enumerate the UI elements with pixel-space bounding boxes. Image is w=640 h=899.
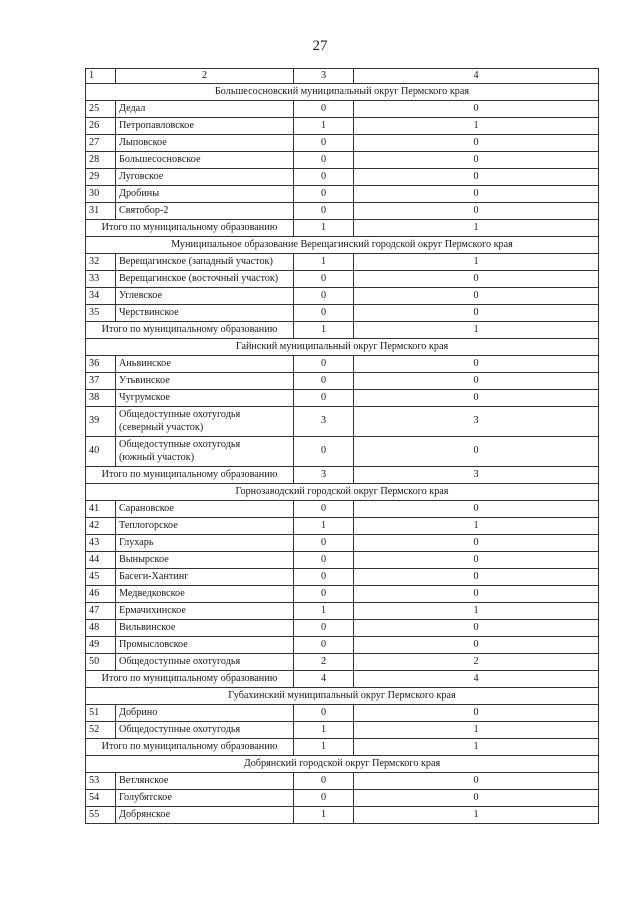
col-3-value: 0 [294,271,354,288]
hunting-grounds-table [85,68,599,824]
table-row [86,569,599,586]
ground-name: Вынырское [116,552,294,569]
col-4-value: 0 [354,305,599,322]
col-3-value: 1 [294,807,354,824]
col-4-value: 0 [354,552,599,569]
col-4-value: 0 [354,356,599,373]
col-3-value: 0 [294,101,354,118]
table-row [86,169,599,186]
col-3-value: 1 [294,254,354,271]
ground-name-line-2: (южный участок) [119,451,195,463]
district-header-row [86,756,599,773]
row-number: 54 [86,790,116,807]
table-row [86,203,599,220]
district-header-row [86,484,599,501]
row-number: 43 [86,535,116,552]
total-col-4-value: 3 [354,467,599,484]
total-col-3-value: 1 [294,739,354,756]
row-number: 40 [86,437,116,467]
total-label: Итого по муниципальному образованию [86,467,294,484]
table-row [86,518,599,535]
row-number: 33 [86,271,116,288]
col-3-value: 1 [294,722,354,739]
col-4-value: 1 [354,118,599,135]
table-row [86,620,599,637]
col-3-value: 1 [294,118,354,135]
total-row [86,322,599,339]
col-3-value: 2 [294,654,354,671]
ground-name: Теплогорское [116,518,294,535]
table-row [86,373,599,390]
col-4-value: 1 [354,254,599,271]
col-4-value: 0 [354,437,599,467]
ground-name: Чугрумское [116,390,294,407]
col-3-value: 0 [294,620,354,637]
col-4-value: 0 [354,186,599,203]
header-col-1: 1 [86,69,116,84]
col-3-value: 0 [294,305,354,322]
ground-name: Аньвинское [116,356,294,373]
table-row [86,152,599,169]
col-4-value: 0 [354,288,599,305]
ground-name: Басеги-Хантинг [116,569,294,586]
col-4-value: 0 [354,135,599,152]
col-3-value: 3 [294,407,354,437]
table-row [86,254,599,271]
table-row [86,535,599,552]
col-4-value: 3 [354,407,599,437]
row-number: 31 [86,203,116,220]
total-label: Итого по муниципальному образованию [86,220,294,237]
row-number: 47 [86,603,116,620]
table-row [86,637,599,654]
total-label: Итого по муниципальному образованию [86,671,294,688]
col-4-value: 0 [354,773,599,790]
row-number: 53 [86,773,116,790]
row-number: 46 [86,586,116,603]
ground-name: Ермачихинское [116,603,294,620]
col-4-value: 0 [354,373,599,390]
table-row [86,305,599,322]
ground-name: Вильвинское [116,620,294,637]
col-3-value: 0 [294,586,354,603]
header-col-2: 2 [116,69,294,84]
district-title: Муниципальное образование Верещагинский городской округ Пермского края [86,237,599,254]
row-number: 49 [86,637,116,654]
col-4-value: 0 [354,152,599,169]
col-4-value: 0 [354,535,599,552]
ground-name: Добрино [116,705,294,722]
col-3-value: 0 [294,373,354,390]
total-row [86,739,599,756]
table-row [86,807,599,824]
col-3-value: 0 [294,705,354,722]
page-number: 27 [312,38,328,54]
col-3-value: 0 [294,135,354,152]
ground-name: Медведковское [116,586,294,603]
total-label: Итого по муниципальному образованию [86,322,294,339]
col-4-value: 0 [354,637,599,654]
district-title: Большесосновский муниципальный округ Пермского края [86,84,599,101]
row-number: 30 [86,186,116,203]
total-row [86,467,599,484]
col-3-value: 0 [294,169,354,186]
ground-name: Промысловское [116,637,294,654]
col-3-value: 0 [294,288,354,305]
col-4-value: 0 [354,705,599,722]
table-body [86,69,599,824]
row-number: 55 [86,807,116,824]
ground-name: Утьвинское [116,373,294,390]
ground-name: Сарановское [116,501,294,518]
table-row [86,288,599,305]
ground-name: Дробины [116,186,294,203]
ground-name: Углевское [116,288,294,305]
col-4-value: 1 [354,722,599,739]
total-row [86,220,599,237]
table-row [86,586,599,603]
row-number: 48 [86,620,116,637]
ground-name: Святобор-2 [116,203,294,220]
col-4-value: 1 [354,807,599,824]
table-row [86,722,599,739]
row-number: 34 [86,288,116,305]
col-4-value: 0 [354,586,599,603]
table-row [86,790,599,807]
total-col-3-value: 1 [294,322,354,339]
ground-name: Добрянское [116,807,294,824]
row-number: 45 [86,569,116,586]
row-number: 26 [86,118,116,135]
district-title: Гайнский муниципальный округ Пермского края [86,339,599,356]
row-number: 50 [86,654,116,671]
table-row [86,773,599,790]
col-3-value: 0 [294,637,354,654]
col-3-value: 0 [294,552,354,569]
col-4-value: 0 [354,101,599,118]
col-4-value: 2 [354,654,599,671]
header-col-3: 3 [294,69,354,84]
row-number: 29 [86,169,116,186]
col-3-value: 0 [294,535,354,552]
row-number: 37 [86,373,116,390]
row-number: 51 [86,705,116,722]
col-3-value: 0 [294,501,354,518]
total-col-4-value: 1 [354,322,599,339]
ground-name: Общедоступные охотугодья [116,654,294,671]
col-3-value: 0 [294,186,354,203]
col-3-value: 1 [294,603,354,620]
row-number: 32 [86,254,116,271]
district-title: Губахинский муниципальный округ Пермского края [86,688,599,705]
district-header-row [86,84,599,101]
table-row [86,552,599,569]
total-col-4-value: 4 [354,671,599,688]
table-header-row [86,69,599,84]
ground-name: Голубятское [116,790,294,807]
col-4-value: 0 [354,203,599,220]
table-row [86,603,599,620]
ground-name [116,407,294,437]
table-row [86,135,599,152]
col-3-value: 0 [294,790,354,807]
col-4-value: 1 [354,603,599,620]
table-row [86,118,599,135]
col-4-value: 0 [354,620,599,637]
table-row [86,501,599,518]
col-4-value: 1 [354,518,599,535]
col-4-value: 0 [354,501,599,518]
ground-name-line-1: Общедоступные охотугодья [119,439,241,451]
district-title: Горнозаводский городской округ Пермского края [86,484,599,501]
total-col-3-value: 3 [294,467,354,484]
ground-name: Петропавловское [116,118,294,135]
row-number: 44 [86,552,116,569]
col-3-value: 0 [294,437,354,467]
header-col-4: 4 [354,69,599,84]
col-4-value: 0 [354,390,599,407]
col-4-value: 0 [354,169,599,186]
row-number: 36 [86,356,116,373]
district-title: Добрянский городской округ Пермского края [86,756,599,773]
table-row [86,101,599,118]
total-label: Итого по муниципальному образованию [86,739,294,756]
col-4-value: 0 [354,569,599,586]
district-header-row [86,237,599,254]
ground-name: Черствинское [116,305,294,322]
col-4-value: 0 [354,790,599,807]
col-4-value: 0 [354,271,599,288]
ground-name-line-1: Общедоступные охотугодья [119,409,241,421]
ground-name [116,437,294,467]
col-3-value: 0 [294,569,354,586]
ground-name: Луговское [116,169,294,186]
col-3-value: 0 [294,390,354,407]
ground-name: Глухарь [116,535,294,552]
row-number: 25 [86,101,116,118]
col-3-value: 0 [294,152,354,169]
table-row [86,356,599,373]
ground-name: Ветлянское [116,773,294,790]
table-row [86,407,599,437]
col-3-value: 1 [294,518,354,535]
table-row [86,705,599,722]
table-row [86,271,599,288]
total-row [86,671,599,688]
table-row [86,437,599,467]
row-number: 35 [86,305,116,322]
table-row [86,390,599,407]
total-col-3-value: 4 [294,671,354,688]
row-number: 39 [86,407,116,437]
ground-name-line-2: (северный участок) [119,421,204,433]
row-number: 41 [86,501,116,518]
row-number: 38 [86,390,116,407]
ground-name: Дедал [116,101,294,118]
ground-name: Общедоступные охотугодья [116,722,294,739]
ground-name: Верещагинское (западный участок) [116,254,294,271]
table-row [86,654,599,671]
row-number: 42 [86,518,116,535]
total-col-4-value: 1 [354,220,599,237]
table-row [86,186,599,203]
col-3-value: 0 [294,356,354,373]
district-header-row [86,688,599,705]
district-header-row [86,339,599,356]
total-col-4-value: 1 [354,739,599,756]
row-number: 52 [86,722,116,739]
col-3-value: 0 [294,203,354,220]
ground-name: Большесосновское [116,152,294,169]
row-number: 28 [86,152,116,169]
ground-name: Лыповское [116,135,294,152]
total-col-3-value: 1 [294,220,354,237]
row-number: 27 [86,135,116,152]
col-3-value: 0 [294,773,354,790]
ground-name: Верещагинское (восточный участок) [116,271,294,288]
